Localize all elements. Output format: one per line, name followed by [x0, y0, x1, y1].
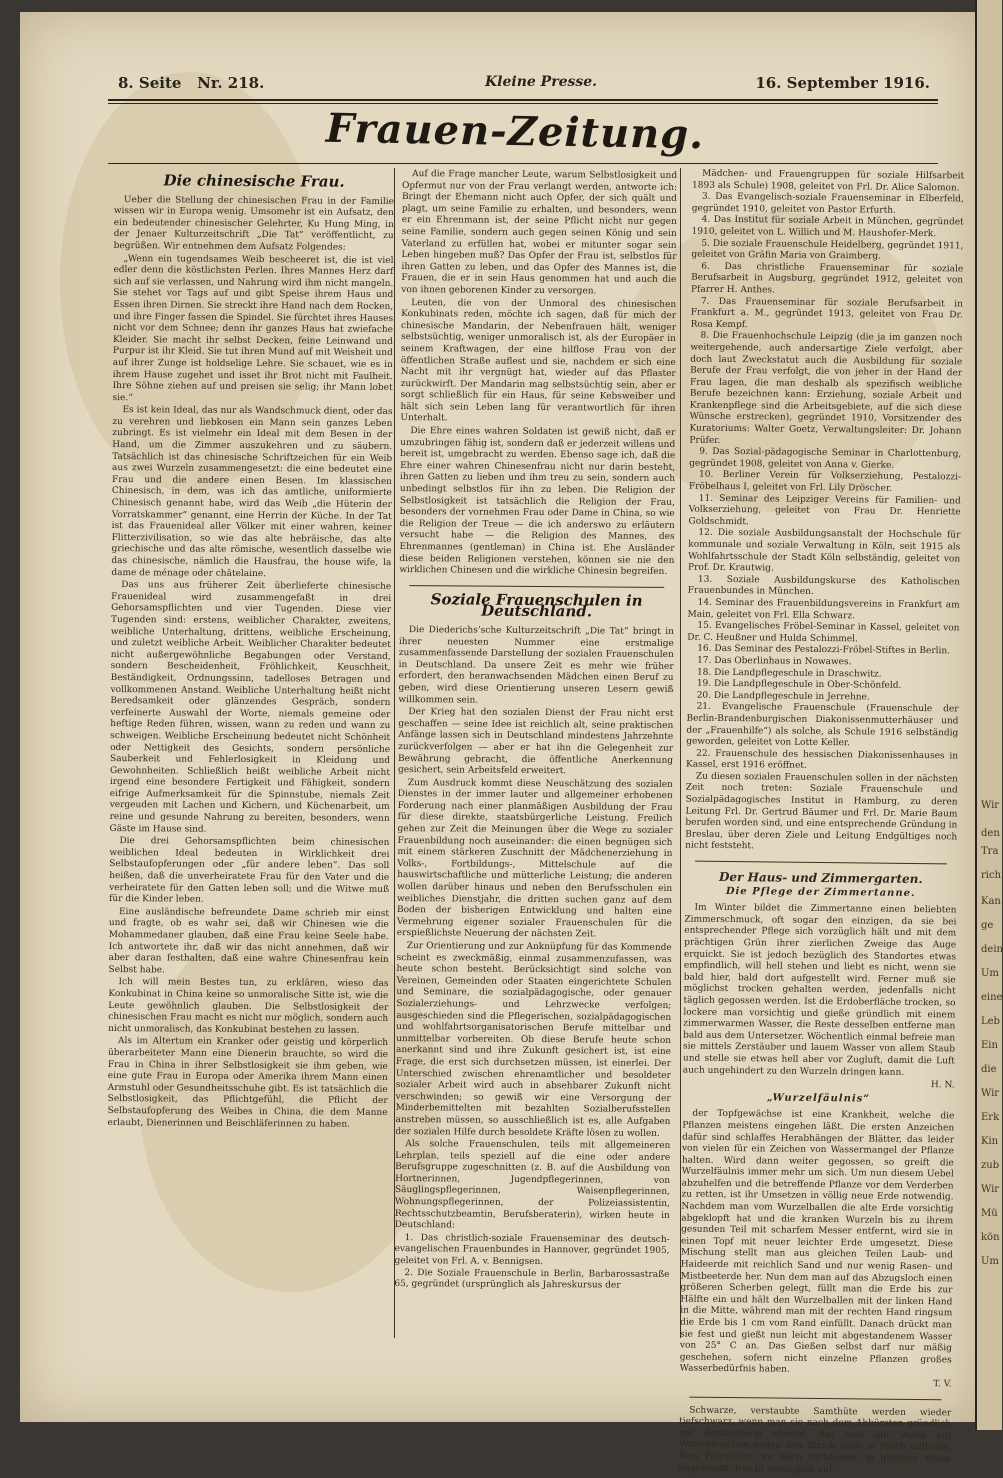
strip-word: kön: [981, 1232, 1000, 1243]
list-item: 18. Die Landpflegeschule in Draschwitz.: [696, 667, 882, 680]
list-item: 1. Das christlich-soziale Frauenseminar des deutsch-evangelischen Frauenbundes in Hannover, gegründet 1905, geleitet von Frl. A. v. Bennigsen.: [394, 1232, 670, 1268]
strip-word: Kin: [981, 1136, 999, 1147]
list-item: 8. Die Frauenhochschule Leipzig (die ja im ganzen noch weitergehende, auch andersartige Ziele verfolgt, aber doch laut Zweckstatut auch die Ausbildung für soziale Berufe der Frau verfolgt, die von jeher in der Hand der Frau lagen, die man deshalb als spezifisch weibliche Berufe bezeichnen kann: Erziehung, soziale Arbeit und Krankenpflege sind die Arbeitsgebiete, auf die sich diese Wünsche erstrecken), gegründet 1910, Vorsitzender des Kuratoriums: Walter Goetz, Verwaltungsleiter: Dr. Johann Prüfer.: [689, 331, 963, 446]
strip-word: rich: [981, 870, 1002, 881]
list-item: 16. Das Seminar des Pestalozzi-Fröbel-Stiftes in Berlin.: [697, 644, 951, 657]
strip-word: Tra: [981, 846, 999, 857]
list-item: 14. Seminar des Frauenbildungsvereins in Frankfurt am Main, geleitet von Frl. Ella Schwarz.: [687, 597, 960, 621]
paragraph: Die Diederichs’sche Kulturzeitschrift „Die Tat“ bringt in ihrer neuesten Nummer eine erstmalige zusammenfassende Darstellung der sozialen Frauenschulen in Deutschland. Da unsere Zeit es mehr wie früher erfordert, den heranwachsenden Mädchen einen Beruf zu geben, wird diese Orientierung unseren Lesern gewiß willkommen sein.: [398, 625, 674, 706]
page-header: [90, 74, 935, 98]
school-list: [686, 169, 964, 775]
strip-word: Wir: [981, 1088, 1000, 1099]
column-2: [394, 169, 677, 1361]
strip-word: Kan: [981, 896, 1001, 907]
paragraph: Auf die Frage mancher Leute, warum Selbstlosigkeit und Opfermut nur von der Frau verlangt werden, antworte ich: Bringt der Ehemann nicht auch Opfer, der sich quält und plagt, um seine Familie zu erhalten, und besonders, wenn er ein Ehrenmann ist, der seine Pflicht nicht nur gegen seine Familie, sondern auch gegen seinen König und sein Vaterland zu erfüllen hat, wobei er mitunter sogar sein Leben hingeben muß? Das Opfer der Frau ist, selbstlos für ihren Gatten zu leben, und das Opfer des Mannes ist, die Frauen, die er in sein Haus genommen hat und auch die von ihnen geborenen Kinder zu versorgen.: [401, 169, 678, 297]
list-item: 6. Das christliche Frauenseminar für soziale Berufsarbeit in Augsburg, gegründet 1912, geleitet von Pfarrer H. Anthes.: [690, 261, 964, 296]
strip-word: eine: [981, 992, 1003, 1003]
strip-word: ge: [981, 920, 994, 931]
paragraph: der Topfgewächse ist eine Krankheit, welche die Pflanzen meistens eingehen läßt. Die ersten Anzeichen dafür sind schlaffes Herabhängen der Blätter, das leider von vielen für ein Zeichen von Wassermangel der Pflanze halten. Wird dann weiter gegossen, so greift die Wurzelfäulnis immer mehr um sich. Um nun diesem Uebel abzuhelfen und die betreffende Pflanze vor dem Verderben zu retten, ist ihr Umsetzen in völlig neue Erde notwendig. Nachdem man vom Wurzelballen die alte Erde vorsichtig abgeklopft hat und die kranken Wurzeln bis zu ihrem gesunden Teil mit scharfem Messer entfernt, wird sie in einen Topf mit neuer leichter Erde umgesetzt. Diese Mischung stellt man aus gleichen Teilen Laub- und Haideerde mit reichlich Sand und nur wenig Rasen- und Mistbeeterde her. Nun dem man auf das Abzugsloch einen größeren Scherben gelegt, füllt man die Erde bis zur Hälfte ein und hält den Wurzelballen mit der linken Hand in die Mitte, während man mit der rechten Hand ringsum die Erde bis 1 cm vom Rand einfüllt. Danach drückt man sie fest und gießt nun leicht mit abgestandenem Wasser von 25° C an. Das Gießen selbst darf nur mäßig geschehen, sofern nicht einzelne Pflanzen großes Wasserbedürfnis haben.: [679, 1108, 955, 1376]
paragraph: Leuten, die von der Unmoral des chinesischen Konkubinats reden, möchte ich sagen, daß für mich der chinesische Mandarin, der Nebenfrauen hält, weniger selbstsüchtig, weniger unmoralisch ist, als der Europäer in seinem Kraftwagen, der eine hilflose Frau von der öffentlichen Straße auflest und sie, nachdem er sich eine Nacht mit ihr vergnügt hat, wieder auf das Pflaster zurückwirft. Der Mandarin mag selbstsüchtig sein, aber er sorgt schließlich für ein Haus, für seine Kebsweiber und hält sich sein Leben lang für verantwortlich für ihren Unterhalt.: [400, 297, 677, 424]
strip-word: die: [981, 1064, 997, 1075]
masthead-rule: [108, 163, 938, 164]
article-subtitle: Die Pflege der Zimmertanne.: [725, 885, 916, 899]
list-item: 22. Frauenschule des hessischen Diakonissenhauses in Kassel, erst 1916 eröffnet.: [685, 748, 959, 772]
list-item: 11. Seminar des Leipziger Vereins für Familien- und Volkserziehung, geleitet von Frau Dr. Henriette Goldschmidt.: [688, 493, 961, 528]
paragraph: Als solche Frauenschulen, teils mit allgemeineren Lehrplan, teils speziell auf die eine oder andere Berufsgruppe zugeschnitten (z. B. auf die Ausbildung von Hortnerinnen, Jugendpflegerinnen, von Säuglingspflegerinnen, Waisenpflegerinnen, Wohnungspflegerinnen, der Polizeiassistentin, Rechtsschutzbeamtin, Berufsberaterin), wirken heute in Deutschland:: [394, 1139, 671, 1231]
list-item: 13. Soziale Ausbildungskurse des Katholischen Frauenbundes in München.: [687, 574, 960, 598]
strip-word: Ein: [981, 1040, 998, 1051]
strip-word: Leb: [981, 1016, 1000, 1027]
author-signature: T. V.: [933, 1379, 952, 1390]
paragraph: Zu diesen sozialen Frauenschulen sollen in der nächsten Zeit noch treten: Soziale Frauenschule und Sozialpädagogisches Institut in Hamburg, zu deren Leitung Frl. Dr. Gertrud Bäumer und Frl. Dr. Marie Baum berufen worden sind, und eine entsprechende Gründung in Breslau, über deren Ziele und Leitung Endgültiges noch nicht feststeht.: [685, 771, 958, 852]
issue-number: Nr. 218.: [197, 74, 265, 92]
strip-word: Wir: [981, 1184, 1000, 1195]
paragraph: Die Ehre eines wahren Soldaten ist gewiß nicht, daß er umzubringen fähig ist, sondern daß er jederzeit willens und bereit ist, umgebracht zu werden. Ebenso sage ich, daß die Ehre einer wahren Chinesenfrau nicht nur darin besteht, ihren Gatten zu lieben und ihm treu zu sein, sondern auch unbedingt selbstlos für ihn zu leben. Die Religion der Selbstlosigkeit ist tatsächlich die Religion der Frau, besonders der vornehmen Frau oder Dame in China, so wie die Religion der Treue — die ich anderswo zu erläutern versucht habe — die Religion des Mannes, des Ehrenmannes (gentleman) in China ist. Ehe Ausländer diese beiden Religionen verstehen, können sie nie den wirklichen Chinesen und die wirkliche Chinesin begreifen.: [399, 426, 676, 578]
article-title: Der Haus- und Zimmergarten.: [718, 869, 923, 887]
list-item: 17. Das Oberlinhaus in Nowawes.: [697, 655, 852, 668]
section-divider: [409, 585, 664, 588]
header-rule: [108, 99, 938, 101]
list-item: 20. Die Landpflegeschule in Jerrehne.: [696, 690, 870, 703]
strip-word: Wir: [981, 800, 1000, 811]
paragraph: Ueber die Stellung der chinesischen Frau in der Familie wissen wir in Europa wenig. Umsomehr ist ein Aufsatz, den ein bedeutender chinesischer Gelehrter, Ku Hung Ming, in der Jenaer Kulturzeitschrift „Die Tat“ veröffentlicht, zu begrüßen. Wir entnehmen dem Aufsatz Folgendes:: [113, 194, 394, 253]
list-item: 15. Evangelisches Fröbel-Seminar in Kassel, geleitet von Dr. C. Heußner und Hulda Schimmel.: [687, 620, 960, 645]
strip-word: Mü: [981, 1208, 998, 1219]
strip-word: den: [981, 828, 1000, 839]
list-item: Mädchen- und Frauengruppen für soziale Hilfsarbeit 1893 als Schule) 1908, geleitet von Frl. Dr. Alice Salomon.: [692, 168, 965, 194]
list-item: 4. Das Institut für soziale Arbeit in München, gegründet 1910, geleitet von L. Willich und M. Haushofer-Merk.: [691, 215, 964, 240]
paragraph: Zur Orientierung und zur Anknüpfung für das Kommende scheint es zweckmäßig, einmal zusammenzufassen, was heute schon besteht. Berücksichtigt sind solche von Vereinen, Gemeinden oder Staaten eingerichtete Schulen und Seminare, die sozialpädagogische, oder genauer Sozialerziehungs- und Lehrzwecke verfolgen; ausgeschieden sind die Pflegerischen, sozialpädagogischen und wohlfahrtsorganisatorischen Berufe mittelbar und unmittelbar vorbereiten. Ob diese Berufe heute schon anerkannt sind und ihre Zukunft gesichert ist, ist eine Frage, die erst sich durchsetzen müssen, ist einerlei. Der Unterschied zwischen ehrenamtlicher und besoldeter sozialer Arbeit wird auch in absehbarer Zukunft nicht verschwinden; so gewiß wir eine Versorgung der Minderbemittelten mit bezahlten Sozialberufsstellen anstreben müssen, so ausschließlich ist es, alle Aufgaben der sozialen Hilfe durch besoldete Kräfte lösen zu wollen.: [395, 941, 672, 1139]
author-signature: H. N.: [930, 1080, 955, 1091]
column-1: [106, 169, 394, 1361]
strip-word: Um: [981, 1256, 999, 1267]
section-divider: [695, 861, 947, 865]
list-item: 2. Die Soziale Frauenschule in Berlin, Barbarossastraße 65, gegründet (ursprünglich als Jahreskursus der: [394, 1267, 670, 1291]
paragraph: Das uns aus früherer Zeit überlieferte chinesische Frauenideal wird zusammengefaßt in drei Gehorsamspflichten und vier Tugenden. Diese vier Tugenden sind: erstens, weiblicher Charakter, zweitens, weibliche Unterhaltung, drittens, weibliche Erscheinung, und zuletzt weibliche Arbeit. Weiblicher Charakter bedeutet nicht außergewöhnliche Begabungen oder Verstand, sondern Bescheidenheit, Fröhlichkeit, Keuschheit, Beständigkeit, Ordnungssinn, tadelloses Betragen und vollkommenen Anstand. Weibliche Unterhaltung heißt nicht Beredsamkeit oder glänzendes Gespräch, sondern verfeinerte Auswahl der Worte, niemals gemeine oder heftige Reden führen, wissen, wann zu reden und wann zu schweigen. Weibliche Erscheinung bedeutet nicht Schönheit oder Nettigkeit des Gesichts, sondern persönliche Sauberkeit und Fehlerlosigkeit in Kleidung und Gewohnheiten. Schließlich heißt weibliche Arbeit nicht irgend eine besondere Fertigkeit und Fähigkeit, sondern eifrige Aufmerksamkeit für die Spinnstube, niemals Zeit vergeuden mit Lachen und Kichern, und Küchenarbeit, um reine und gesunde Nahrung zu bereiten, besonders, wenn Gäste im Hause sind.: [109, 580, 392, 835]
article-subtitle: „Wurzelfäulnis“: [766, 1092, 871, 1105]
paragraph: Eine ausländische befreundete Dame schrieb mir einst und fragte, ob es wahr sei, daß wir Chinesen wie die Mohammedaner glauben, daß eine Frau keine Seele habe. Ich antwortete ihr, daß wir das nicht annehmen, daß wir aber daran festhalten, daß eine wahre Chinesenfrau kein Selbst habe.: [108, 906, 389, 976]
paragraph: Ich will mein Bestes tun, zu erklären, wieso das Konkubinat in China keine so unmoralische Sitte ist, wie die Leute gewöhnlich glauben. Die Selbstlosigkeit der chinesischen Frau macht es nicht nur möglich, sondern auch nicht unmoralisch, das Konkubinat bestehen zu lassen.: [108, 977, 389, 1036]
list-item: 21. Evangelische Frauenschule (Frauenschule der Berlin-Brandenburgischen Diakonissenmutterhäuser und der „Frauenhilfe“) als solche, als Schule 1916 selbständig geworden, geleitet von Lotte Keller.: [686, 701, 959, 749]
paragraph: Schwarze, verstaubte Samthüte werden wieder tiefschwarz, wenn man sie nach dem Abbürsten gründlich mit Benzinoform abreibt, das man mit Watte auf Wattebäuschen gegen den Strich nach in Fasch aufträgt. Nun Petroleum, wo noch vorhanden, in gleicher Weise angewandt, frischt vorzüglich auf.: [678, 1405, 952, 1475]
issue-date: 16. September 1916.: [755, 74, 930, 92]
column-3: [678, 168, 965, 1475]
strip-word: Erk: [981, 1112, 1000, 1123]
list-item: 12. Die soziale Ausbildungsanstalt der Hochschule für kommunale und soziale Verwaltung in Köln, seit 1915 als Wohlfahrtsschule der Stadt Köln selbständig, geleitet von Prof. Dr. Krautwig.: [688, 528, 961, 574]
list-item: 19. Die Landpflegeschule in Ober-Schönfeld.: [696, 678, 902, 691]
strip-word: dein: [981, 944, 1003, 955]
list-item: 10. Berliner Verein für Volkserziehung, Pestalozzi-Fröbelhaus I, geleitet von Frl. Lily Dröscher.: [688, 470, 962, 494]
list-item: 9. Das Sozial-pädagogische Seminar in Charlottenburg, gegründet 1908, geleitet von Anna v. Gierke.: [689, 446, 962, 471]
list-item: 5. Die soziale Frauenschule Heidelberg, gegründet 1911, geleitet von Gräfin Maria von Graimberg.: [691, 238, 964, 262]
paragraph: Die drei Gehorsamspflichten beim chinesischen weiblichen Ideal bedeuten in Wirklichkeit drei Selbstaufopferungen oder „für andere leben“. Das soll heißen, daß die unverheiratete Frau für den Vater und die verheiratete für den Gatten leben soll; und die Witwe muß für die Kinder leben.: [109, 836, 390, 905]
paragraph: Als im Altertum ein Kranker oder geistig und körperlich überarbeiteter Mann eine Dienerin brauchte, so wird die Frau in China in ihrer Selbstlosigkeit sie ihm geben, wie eine gute Frau in Europa oder Amerika ihrem Mann einen Armstuhl oder Gesundheitsschuhe gibt. Es ist tatsächlich die Selbstlosigkeit, das Pflichtgefühl, die Pflicht der Selbstaufopferung des Weibes in China, die dem Manne erlaubt, Dienerinnen und Beischläferinnen zu haben.: [107, 1036, 389, 1130]
strip-word: zub: [981, 1160, 1000, 1171]
list-item: 7. Das Frauenseminar für soziale Berufsarbeit in Frankfurt a. M., gegründet 1913, geleitet von Frau Dr. Rosa Kempf.: [690, 296, 963, 330]
section-masthead: Frauen-Zeitung.: [325, 104, 705, 159]
page-number: [118, 74, 264, 92]
paragraph: Zum Ausdruck kommt diese Neuschätzung des sozialen Dienstes in der immer lauter und allgemeiner erhobenen Forderung nach einer planmäßigen Ausbildung der Frau für diese direkte, staatsbürgerliche Leistung. Freilich gehen zur Zeit die Meinungen über die Wege zu sozialer Frauenbildung noch auseinander: die einen begnügen sich mit einem stärkeren Zuschnitt der Mädchenerziehung in Volks-, Fortbildungs-, Mittelschule auf die hauswirtschaftliche und mütterliche Leistung; die anderen wollen darüber hinaus und neben den Berufsschulen ein weibliches Dienstjahr, die dritten suchen ganz auf dem Boden der bisherigen Entwicklung und halten eine Vermehrung eigener sozialer Frauenschulen für die erspießlichste Neuerung der nächsten Zeit.: [396, 777, 673, 940]
paragraph: „Wenn ein tugendsames Weib bescheeret ist, die ist viel edler denn die köstlichsten Perlen. Ihres Mannes Herz darf sich auf sie verlassen, und Nahrung wird ihm nicht mangeln. Sie stehet vor Tags auf und gibt Speise ihrem Haus und Essen ihren Dirnen. Sie streckt ihre Hand nach dem Rocken, und ihre Finger fassen die Spindel. Sie fürchtet ihres Hauses nicht vor dem Schnee; denn ihr ganzes Haus hat zwiefache Kleider. Sie macht ihr selbst Decken, feine Leinwand und Purpur ist ihr Kleid. Sie tut ihren Mund auf mit Weisheit und auf ihrer Zunge ist holdselige Lehre. Sie schauet, wie es in ihrem Hause zugehet und isset ihr Brot nicht mit Faulheit. Ihre Söhne ziehen auf und preisen sie selig; ihr Mann lobet sie.“: [112, 253, 394, 403]
strip-word: Um: [981, 968, 999, 979]
article-title: Die chinesische Frau.: [163, 171, 345, 191]
paragraph: Im Winter bildet die Zimmertanne einen beliebten Zimmerschmuck, oft sogar den einzigen, da sie bei entsprechender Pflege sich vorzüglich hält und mit dem prächtigen Grün ihrer zierlichen Zweige das Auge erquickt. Sie ist jedoch bezüglich des Standortes etwas empfindlich, will hell stehen und liebt es nicht, wenn sie bald hier, bald dort aufgestellt wird. Ferner muß sie möglichst trocken gehalten werden, jedenfalls nicht täglich gegossen werden. Ist die Erdoberfläche trocken, so lockere man vorsichtig und gieße gründlich mit einem zimmerwarmen Wasser, die Reste desselben entferne man bald aus dem Untersetzer. Wöchentlich einmal befreie man sie mittels Zerstäuber und lauem Wasser von allem Staub und stelle sie etwas hell aber vor Zugluft, damit die Luft auch ungehindert zu den Wurzeln dringen kann.: [682, 902, 957, 1078]
paragraph: Der Krieg hat den sozialen Dienst der Frau nicht erst geschaffen — seine Idee ist reichlich alt, seine praktischen Anfänge lassen sich in Deutschland mindestens Jahrzehnte zurückverfolgen — aber er hat ihn die Gelegenheit zur Bewährung gebracht, die öffentliche Anerkennung gesichert, sein Arbeitsfeld erweitert.: [397, 707, 674, 777]
paper-name: Kleine Presse.: [485, 74, 598, 90]
school-list: [394, 1233, 669, 1293]
paragraph: Es ist kein Ideal, das nur als Wandschmuck dient, oder das zu verehren und liebkosen ein Mann sein ganzes Leben zubringt. Es ist vielmehr ein Ideal mit dem Besen in der Hand, um die Zimmer auszukehren und zu säubern. Tatsächlich ist das chinesische Schriftzeichen für ein Weib aus zwei Wurzeln zusammengesetzt: die eine bedeutet eine Frau und die andere einen Besen. Im klassischen Chinesisch, in dem, was ich das amtliche, uniformierte Chinesisch genannt habe, wird das Weib „die Hüterin der Vorratskammer“ genannt, eine Herrin der Küche. In der Tat ist das Frauenideal aller Völker mit einer wahren, keiner Flitterzivilisation, so wie das alte hebräische, das alte griechische und das alte römische, wesentlich dasselbe wie das chinesische, nämlich die Hausfrau, the house wife, la dame de ménage oder châtelaine.: [111, 405, 393, 579]
article-title: Soziale Frauenschulen in Deutschland.: [430, 590, 643, 621]
list-item: 3. Das Evangelisch-soziale Frauenseminar in Elberfeld, gegründet 1910, geleitet von Pastor Erfurth.: [691, 191, 964, 216]
page-label: 8. Seite: [118, 74, 182, 92]
adjacent-page-strip: [975, 0, 1002, 1430]
